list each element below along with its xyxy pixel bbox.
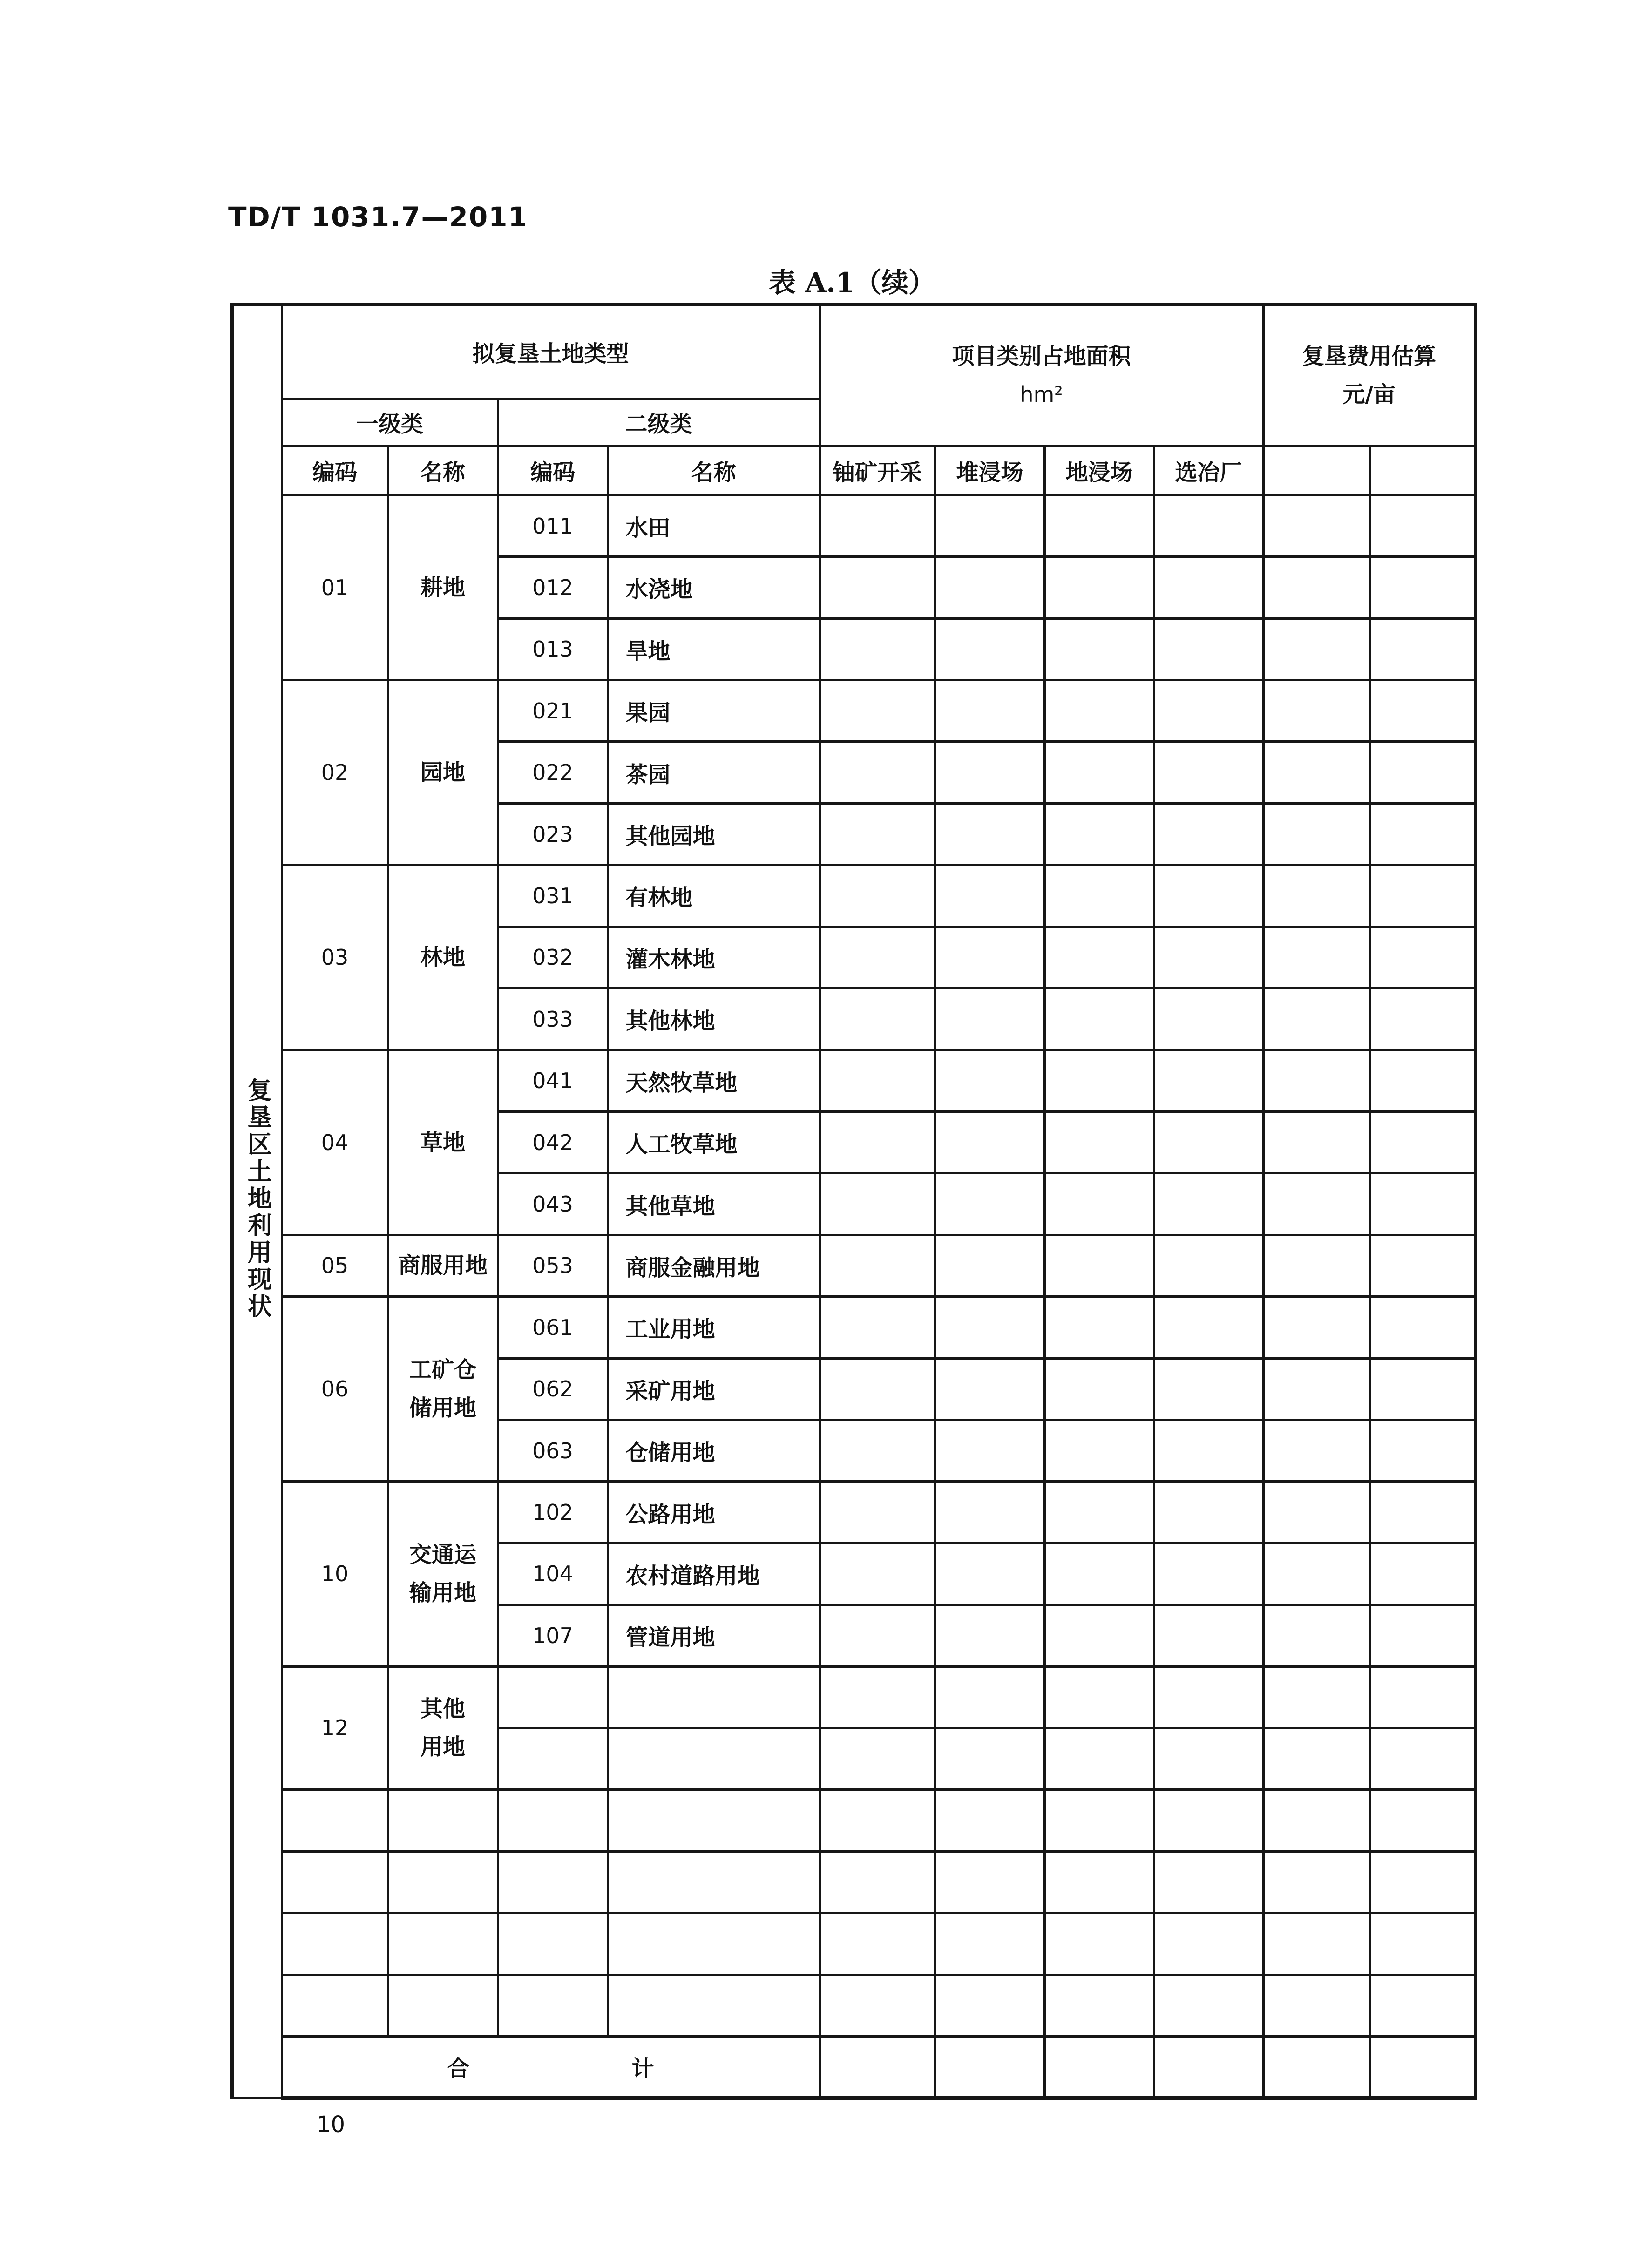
empty-cell bbox=[820, 1173, 935, 1235]
header-row-low bbox=[232, 446, 1476, 495]
level2-name: 其他草地 bbox=[608, 1173, 820, 1235]
empty-cell bbox=[498, 1790, 608, 1851]
empty-cell bbox=[1263, 557, 1369, 618]
empty-cell bbox=[1369, 1297, 1476, 1358]
empty-cell bbox=[1044, 680, 1154, 742]
empty-cell bbox=[1263, 1111, 1369, 1173]
cost-header bbox=[1263, 305, 1476, 446]
side-label: 复垦区土地利用现状 bbox=[243, 1077, 272, 1320]
empty-cell bbox=[1044, 1728, 1154, 1789]
empty-cell bbox=[1369, 495, 1476, 556]
empty-cell bbox=[1154, 680, 1263, 742]
level1-name-line: 商服用地 bbox=[398, 1252, 488, 1279]
empty-cell bbox=[1263, 1050, 1369, 1111]
empty-cell bbox=[935, 1111, 1044, 1173]
level2-name: 管道用地 bbox=[608, 1605, 820, 1666]
empty-cell bbox=[935, 1420, 1044, 1481]
empty-cell bbox=[820, 1728, 935, 1789]
empty-cell bbox=[935, 1605, 1044, 1666]
empty-cell bbox=[820, 1605, 935, 1666]
empty-cell bbox=[1044, 1851, 1154, 1913]
level2-code: 104 bbox=[498, 1543, 608, 1605]
empty-cell bbox=[1044, 2036, 1154, 2098]
table-row bbox=[232, 1666, 1476, 1728]
empty-cell bbox=[1263, 495, 1369, 556]
empty-cell bbox=[1263, 865, 1369, 927]
table bbox=[230, 303, 1477, 2100]
level2-code: 042 bbox=[498, 1111, 608, 1173]
empty-cell bbox=[820, 1297, 935, 1358]
level1-name bbox=[388, 1235, 498, 1296]
empty-cell bbox=[1369, 1420, 1476, 1481]
empty-cell bbox=[1044, 1173, 1154, 1235]
empty-cell bbox=[935, 927, 1044, 988]
level2-code: 022 bbox=[498, 742, 608, 803]
level2-name: 其他园地 bbox=[608, 803, 820, 865]
empty-cell bbox=[1369, 680, 1476, 742]
empty-cell bbox=[1154, 803, 1263, 865]
level2-code: 053 bbox=[498, 1235, 608, 1296]
empty-cell bbox=[1044, 988, 1154, 1050]
empty-cell bbox=[820, 1358, 935, 1420]
code2-header: 编码 bbox=[498, 446, 608, 495]
empty-cell bbox=[282, 1851, 388, 1913]
level2-header: 二级类 bbox=[498, 399, 820, 446]
empty-cell bbox=[820, 803, 935, 865]
empty-cell bbox=[1369, 1543, 1476, 1605]
table-caption: 表 A.1（续） bbox=[769, 267, 935, 298]
empty-cell bbox=[1263, 680, 1369, 742]
level1-name-line: 交通运 bbox=[409, 1542, 476, 1568]
level2-name: 茶园 bbox=[608, 742, 820, 803]
empty-cell bbox=[608, 1975, 820, 2036]
empty-cell bbox=[820, 2036, 935, 2098]
level2-code: 062 bbox=[498, 1358, 608, 1420]
empty-cell bbox=[820, 1666, 935, 1728]
empty-cell bbox=[820, 1420, 935, 1481]
level1-name-line: 园地 bbox=[420, 759, 465, 786]
level2-code: 061 bbox=[498, 1297, 608, 1358]
level1-code: 03 bbox=[282, 865, 388, 1050]
empty-cell bbox=[935, 680, 1044, 742]
level2-name: 公路用地 bbox=[608, 1482, 820, 1543]
level1-header: 一级类 bbox=[282, 399, 498, 446]
level2-code: 013 bbox=[498, 618, 608, 680]
level1-code: 12 bbox=[282, 1666, 388, 1790]
empty-cell bbox=[498, 1851, 608, 1913]
table-row bbox=[232, 680, 1476, 742]
empty-cell bbox=[935, 1666, 1044, 1728]
empty-cell bbox=[1044, 1111, 1154, 1173]
empty-cell bbox=[1154, 495, 1263, 556]
area-title: 项目类别占地面积 bbox=[952, 343, 1131, 370]
empty-cell bbox=[1044, 742, 1154, 803]
level2-name bbox=[608, 1666, 820, 1728]
level1-code: 04 bbox=[282, 1050, 388, 1235]
empty-cell bbox=[1369, 742, 1476, 803]
empty-cell bbox=[1044, 1543, 1154, 1605]
empty-cell bbox=[1044, 865, 1154, 927]
area-header bbox=[820, 305, 1263, 446]
empty-cell bbox=[1044, 1482, 1154, 1543]
category-uranium-mining: 铀矿开采 bbox=[820, 446, 935, 495]
empty-cell bbox=[935, 865, 1044, 927]
empty-cell bbox=[1263, 742, 1369, 803]
empty-cell bbox=[608, 1790, 820, 1851]
empty-cell bbox=[1263, 1605, 1369, 1666]
level1-code: 05 bbox=[282, 1235, 388, 1296]
level1-name-line: 耕地 bbox=[420, 574, 465, 601]
empty-cell bbox=[498, 1913, 608, 1975]
level1-name bbox=[388, 1482, 498, 1666]
empty-cell bbox=[820, 865, 935, 927]
level2-name: 天然牧草地 bbox=[608, 1050, 820, 1111]
empty-cell bbox=[1044, 803, 1154, 865]
level2-name: 果园 bbox=[608, 680, 820, 742]
empty-cell bbox=[935, 557, 1044, 618]
level2-code: 107 bbox=[498, 1605, 608, 1666]
empty-cell bbox=[820, 1975, 935, 2036]
empty-cell bbox=[935, 1173, 1044, 1235]
level2-name: 水田 bbox=[608, 495, 820, 556]
empty-cell bbox=[1154, 1728, 1263, 1789]
empty-cell bbox=[1263, 1728, 1369, 1789]
empty-cell bbox=[820, 1851, 935, 1913]
empty-cell bbox=[1263, 1235, 1369, 1296]
empty-cell bbox=[1044, 1297, 1154, 1358]
level1-code: 10 bbox=[282, 1482, 388, 1666]
empty-cell bbox=[1154, 1482, 1263, 1543]
empty-cell bbox=[820, 557, 935, 618]
table-row bbox=[232, 865, 1476, 927]
empty-cell bbox=[1154, 988, 1263, 1050]
level2-name bbox=[608, 1728, 820, 1789]
empty-cell bbox=[1263, 1543, 1369, 1605]
empty-cell bbox=[1154, 1235, 1263, 1296]
empty-cell bbox=[1044, 927, 1154, 988]
standard-code: TD/T 1031.7—2011 bbox=[228, 201, 528, 233]
header-row-top bbox=[232, 305, 1476, 399]
empty-cell bbox=[608, 1851, 820, 1913]
empty-cell bbox=[1369, 1173, 1476, 1235]
name-header: 名称 bbox=[388, 446, 498, 495]
table-row bbox=[232, 495, 1476, 556]
level1-name bbox=[388, 495, 498, 680]
empty-cell bbox=[1263, 988, 1369, 1050]
empty-cell bbox=[1154, 1173, 1263, 1235]
empty-cell bbox=[388, 1913, 498, 1975]
empty-cell bbox=[1154, 1358, 1263, 1420]
blank-row bbox=[232, 1790, 1476, 1851]
level1-code: 02 bbox=[282, 680, 388, 865]
empty-cell bbox=[935, 742, 1044, 803]
empty-cell bbox=[820, 1543, 935, 1605]
level2-code: 043 bbox=[498, 1173, 608, 1235]
land-type-header: 拟复垦土地类型 bbox=[282, 305, 820, 399]
level2-name: 工业用地 bbox=[608, 1297, 820, 1358]
category-in-situ-leach: 地浸场 bbox=[1044, 446, 1154, 495]
empty-cell bbox=[820, 1790, 935, 1851]
land-reclamation-table bbox=[230, 303, 1474, 2100]
empty-cell bbox=[1369, 557, 1476, 618]
level1-code: 06 bbox=[282, 1297, 388, 1482]
level1-name bbox=[388, 1050, 498, 1235]
empty-cell bbox=[935, 1543, 1044, 1605]
level2-name: 采矿用地 bbox=[608, 1358, 820, 1420]
empty-cell bbox=[1369, 1605, 1476, 1666]
empty-cell bbox=[1154, 1050, 1263, 1111]
empty-cell bbox=[1369, 1482, 1476, 1543]
level1-name-line: 输用地 bbox=[409, 1580, 476, 1606]
empty-cell bbox=[1044, 1913, 1154, 1975]
empty-cell bbox=[1154, 557, 1263, 618]
empty-cell bbox=[388, 1851, 498, 1913]
empty-cell bbox=[1369, 618, 1476, 680]
empty-cell bbox=[1369, 1728, 1476, 1789]
empty-cell bbox=[820, 742, 935, 803]
empty-cell bbox=[1369, 1851, 1476, 1913]
empty-cell bbox=[1263, 927, 1369, 988]
empty-cell bbox=[1263, 1666, 1369, 1728]
empty-cell bbox=[1369, 1050, 1476, 1111]
table-row bbox=[232, 1235, 1476, 1296]
empty-cell bbox=[1369, 927, 1476, 988]
level2-name: 灌木林地 bbox=[608, 927, 820, 988]
level1-code: 01 bbox=[282, 495, 388, 680]
empty-cell bbox=[1263, 1975, 1369, 2036]
level1-name-line: 林地 bbox=[420, 944, 465, 971]
empty-cell bbox=[1044, 557, 1154, 618]
name2-header: 名称 bbox=[608, 446, 820, 495]
empty-cell bbox=[498, 1975, 608, 2036]
level2-name: 水浇地 bbox=[608, 557, 820, 618]
category-mill: 选冶厂 bbox=[1154, 446, 1263, 495]
empty-cell bbox=[1154, 1790, 1263, 1851]
empty-cell bbox=[935, 1913, 1044, 1975]
empty-cell bbox=[1263, 618, 1369, 680]
table-row bbox=[232, 1050, 1476, 1111]
level1-name-line: 草地 bbox=[420, 1129, 465, 1156]
empty-cell bbox=[820, 1050, 935, 1111]
level2-name: 旱地 bbox=[608, 618, 820, 680]
level1-name-line: 工矿仓 bbox=[409, 1357, 476, 1383]
empty-cell bbox=[1154, 1851, 1263, 1913]
cost-title: 复垦费用估算 bbox=[1302, 343, 1436, 370]
level1-name-line: 用地 bbox=[420, 1734, 465, 1760]
empty-cell bbox=[1263, 2036, 1369, 2098]
level2-name: 其他林地 bbox=[608, 988, 820, 1050]
total-row bbox=[232, 2036, 1476, 2098]
cost-unit: 元/亩 bbox=[1342, 381, 1396, 408]
empty-cell bbox=[935, 1728, 1044, 1789]
side-label-cell bbox=[232, 305, 282, 2098]
empty-cell bbox=[1044, 1605, 1154, 1666]
empty-cell bbox=[1263, 1173, 1369, 1235]
empty-cell bbox=[935, 1235, 1044, 1296]
empty-cell bbox=[1369, 1235, 1476, 1296]
empty-cell bbox=[1154, 1605, 1263, 1666]
empty-cell bbox=[1044, 1420, 1154, 1481]
empty-cell bbox=[935, 803, 1044, 865]
empty-cell bbox=[935, 1050, 1044, 1111]
level2-code: 102 bbox=[498, 1482, 608, 1543]
level2-name: 仓储用地 bbox=[608, 1420, 820, 1481]
empty-cell bbox=[1044, 1358, 1154, 1420]
empty-cell bbox=[1369, 2036, 1476, 2098]
level2-code: 033 bbox=[498, 988, 608, 1050]
empty-cell bbox=[282, 1975, 388, 2036]
empty-cell bbox=[282, 1790, 388, 1851]
empty-cell bbox=[935, 1297, 1044, 1358]
level2-code bbox=[498, 1666, 608, 1728]
empty-cell bbox=[1154, 1913, 1263, 1975]
empty-cell bbox=[1369, 1790, 1476, 1851]
empty-cell bbox=[1369, 1975, 1476, 2036]
empty-cell bbox=[820, 618, 935, 680]
empty-cell bbox=[1154, 1666, 1263, 1728]
empty-cell bbox=[820, 1111, 935, 1173]
empty-cell bbox=[1263, 803, 1369, 865]
empty-cell bbox=[1369, 803, 1476, 865]
empty-cell bbox=[1044, 1050, 1154, 1111]
empty-cell bbox=[1369, 1913, 1476, 1975]
level2-name: 人工牧草地 bbox=[608, 1111, 820, 1173]
empty-cell bbox=[935, 1975, 1044, 2036]
blank-row bbox=[232, 1851, 1476, 1913]
empty-cell bbox=[935, 1790, 1044, 1851]
empty-cell bbox=[935, 1851, 1044, 1913]
empty-cell bbox=[935, 988, 1044, 1050]
blank-row bbox=[232, 1975, 1476, 2036]
level2-code: 011 bbox=[498, 495, 608, 556]
table-row bbox=[232, 1482, 1476, 1543]
empty-cell bbox=[820, 680, 935, 742]
cost-cell-a bbox=[1263, 446, 1369, 495]
empty-cell bbox=[935, 1358, 1044, 1420]
empty-cell bbox=[1154, 1543, 1263, 1605]
empty-cell bbox=[1369, 1111, 1476, 1173]
level2-name: 商服金融用地 bbox=[608, 1235, 820, 1296]
level2-code: 012 bbox=[498, 557, 608, 618]
empty-cell bbox=[935, 618, 1044, 680]
empty-cell bbox=[820, 927, 935, 988]
level2-code: 063 bbox=[498, 1420, 608, 1481]
empty-cell bbox=[1369, 1666, 1476, 1728]
empty-cell bbox=[1263, 1420, 1369, 1481]
area-unit: hm² bbox=[1020, 382, 1063, 407]
empty-cell bbox=[1154, 927, 1263, 988]
empty-cell bbox=[935, 495, 1044, 556]
empty-cell bbox=[1044, 1235, 1154, 1296]
level2-code: 023 bbox=[498, 803, 608, 865]
level1-name bbox=[388, 680, 498, 865]
level1-name bbox=[388, 1297, 498, 1482]
level1-name-line: 其他 bbox=[420, 1696, 465, 1722]
level2-code: 031 bbox=[498, 865, 608, 927]
empty-cell bbox=[1154, 742, 1263, 803]
empty-cell bbox=[1263, 1790, 1369, 1851]
empty-cell bbox=[282, 1913, 388, 1975]
table-row bbox=[232, 1297, 1476, 1358]
empty-cell bbox=[1263, 1851, 1369, 1913]
empty-cell bbox=[1369, 865, 1476, 927]
page-number: 10 bbox=[317, 2112, 346, 2138]
empty-cell bbox=[1154, 865, 1263, 927]
empty-cell bbox=[935, 1482, 1044, 1543]
empty-cell bbox=[1154, 2036, 1263, 2098]
empty-cell bbox=[1154, 1420, 1263, 1481]
code-header: 编码 bbox=[282, 446, 388, 495]
empty-cell bbox=[820, 1482, 935, 1543]
empty-cell bbox=[1044, 618, 1154, 680]
total-label-cell bbox=[282, 2036, 820, 2098]
empty-cell bbox=[935, 2036, 1044, 2098]
empty-cell bbox=[1154, 1111, 1263, 1173]
empty-cell bbox=[1263, 1482, 1369, 1543]
level2-code: 032 bbox=[498, 927, 608, 988]
empty-cell bbox=[1044, 1790, 1154, 1851]
empty-cell bbox=[388, 1790, 498, 1851]
empty-cell bbox=[1369, 1358, 1476, 1420]
level1-name bbox=[388, 865, 498, 1050]
empty-cell bbox=[1044, 1975, 1154, 2036]
empty-cell bbox=[1369, 988, 1476, 1050]
empty-cell bbox=[1154, 618, 1263, 680]
category-heap-leach: 堆浸场 bbox=[935, 446, 1044, 495]
level2-code: 021 bbox=[498, 680, 608, 742]
cost-cell-b bbox=[1369, 446, 1476, 495]
empty-cell bbox=[1263, 1297, 1369, 1358]
level1-name bbox=[388, 1666, 498, 1790]
empty-cell bbox=[1263, 1913, 1369, 1975]
level2-name: 有林地 bbox=[608, 865, 820, 927]
empty-cell bbox=[820, 1913, 935, 1975]
empty-cell bbox=[820, 1235, 935, 1296]
empty-cell bbox=[820, 495, 935, 556]
empty-cell bbox=[820, 988, 935, 1050]
empty-cell bbox=[388, 1975, 498, 2036]
level2-code bbox=[498, 1728, 608, 1789]
level2-code: 041 bbox=[498, 1050, 608, 1111]
blank-row bbox=[232, 1913, 1476, 1975]
empty-cell bbox=[608, 1913, 820, 1975]
level1-name-line: 储用地 bbox=[409, 1395, 476, 1422]
level2-name: 农村道路用地 bbox=[608, 1543, 820, 1605]
empty-cell bbox=[1154, 1975, 1263, 2036]
total-label: 合 计 bbox=[447, 2056, 724, 2082]
empty-cell bbox=[1263, 1358, 1369, 1420]
empty-cell bbox=[1044, 495, 1154, 556]
empty-cell bbox=[1044, 1666, 1154, 1728]
empty-cell bbox=[1154, 1297, 1263, 1358]
